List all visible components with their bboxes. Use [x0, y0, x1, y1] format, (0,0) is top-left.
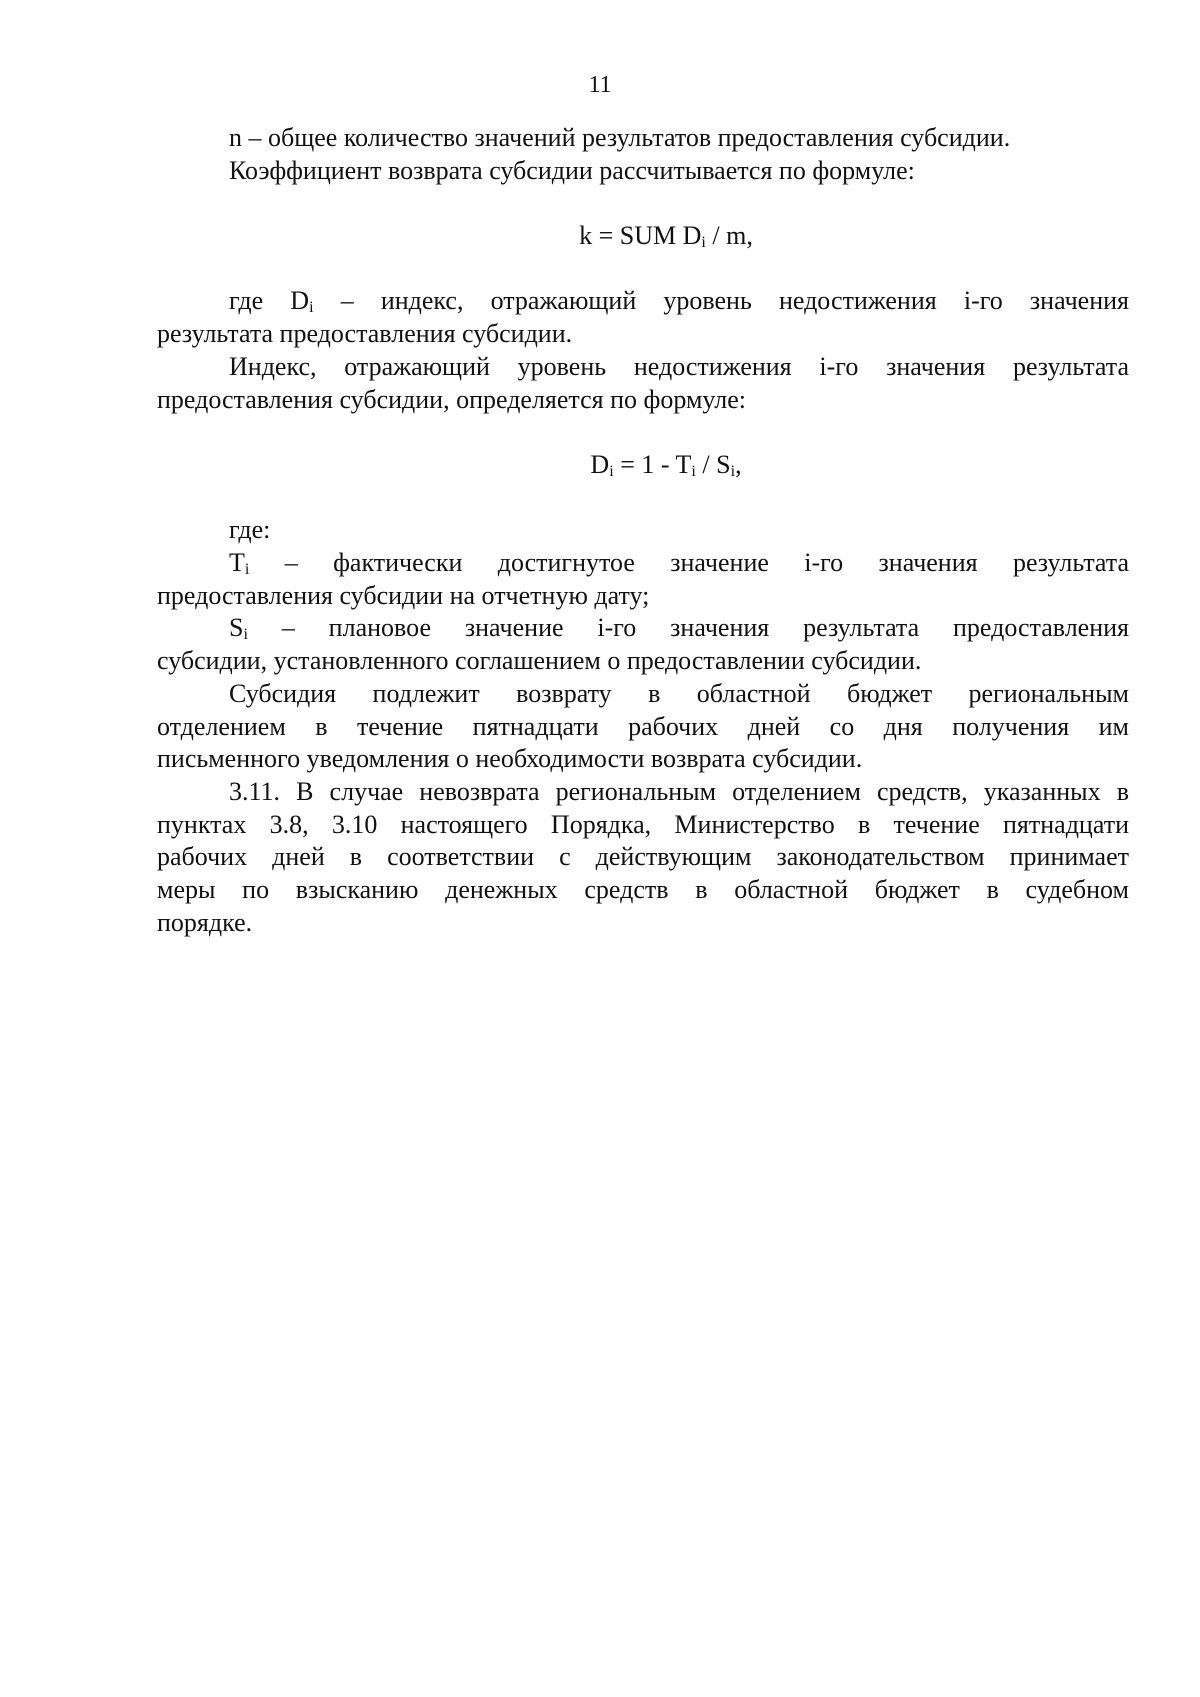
subscript: i: [691, 462, 696, 480]
text-run: – фактически достигнутое значение i-го значения результата: [249, 548, 1129, 578]
formula-k-part: / m,: [705, 221, 753, 251]
index-paragraph-line-2: предоставления субсидии, определяется по формуле:: [157, 384, 747, 414]
formula-d: [157, 449, 1129, 482]
subsidy-paragraph-line-3: письменного уведомления о необходимости возврата субсидии.: [157, 744, 863, 774]
text-run: – индекс, отражающий уровень недостижения i-го значения: [313, 286, 1129, 316]
si-definition-line-2: субсидии, установленного соглашением о предоставлении субсидии.: [157, 646, 922, 676]
di-definition-line-1: [157, 285, 1129, 318]
document-body: [157, 122, 1129, 940]
index-paragraph-line-1: Индекс, отражающий уровень недостижения i-го значения результата: [229, 351, 1129, 381]
si-definition-line-1: [157, 612, 1129, 645]
ti-definition-line-2: предоставления субсидии на отчетную дату;: [157, 580, 650, 610]
clause-3-11-line-4: меры по взысканию денежных средств в областной бюджет в судебном: [157, 875, 1129, 905]
text-run: – плановое значение i-го значения результата предоставления: [247, 613, 1129, 643]
clause-3-11-line-1: 3.11. В случае невозврата региональным отделением средств, указанных в: [229, 777, 1129, 806]
text-run: где D: [229, 286, 310, 316]
formula-d-part: ,: [735, 449, 742, 479]
subscript: i: [309, 299, 314, 317]
subscript: i: [730, 462, 736, 480]
di-definition-line-2: результата предоставления субсидии.: [157, 319, 573, 349]
clause-3-11-line-2: пунктах 3.8, 3.10 настоящего Порядка, Министерство в течение пятнадцати: [157, 809, 1129, 839]
formula-d-part: / S: [695, 449, 731, 479]
coefficient-intro: Коэффициент возврата субсидии рассчитывается по формуле:: [229, 155, 915, 185]
page-number: 11: [588, 72, 612, 98]
clause-3-11-line-3: рабочих дней в соответствии с действующим законодательством принимает: [157, 842, 1129, 872]
clause-3-11-line-5: порядке.: [157, 907, 253, 937]
formula-d-part: = 1 - T: [613, 449, 692, 479]
text-run: T: [229, 548, 245, 578]
subscript: i: [244, 560, 250, 578]
n-definition: n – общее количество значений результатов предоставления субсидии.: [229, 123, 1011, 152]
text-run: S: [229, 613, 244, 643]
subscript: i: [609, 462, 614, 480]
subsidy-paragraph-line-2: отделением в течение пятнадцати рабочих дней со дня получения им: [157, 711, 1129, 741]
subsidy-paragraph-line-1: Субсидия подлежит возврату в областной бюджет региональным: [229, 678, 1129, 708]
formula-k-part: k = SUM D: [579, 221, 702, 251]
where-label: где:: [229, 515, 271, 545]
formula-k-subscript: i: [701, 233, 706, 251]
subscript: i: [243, 626, 248, 644]
formula-d-part: D: [590, 449, 610, 479]
formula-k: [157, 220, 1129, 253]
ti-definition-line-1: [157, 547, 1129, 580]
